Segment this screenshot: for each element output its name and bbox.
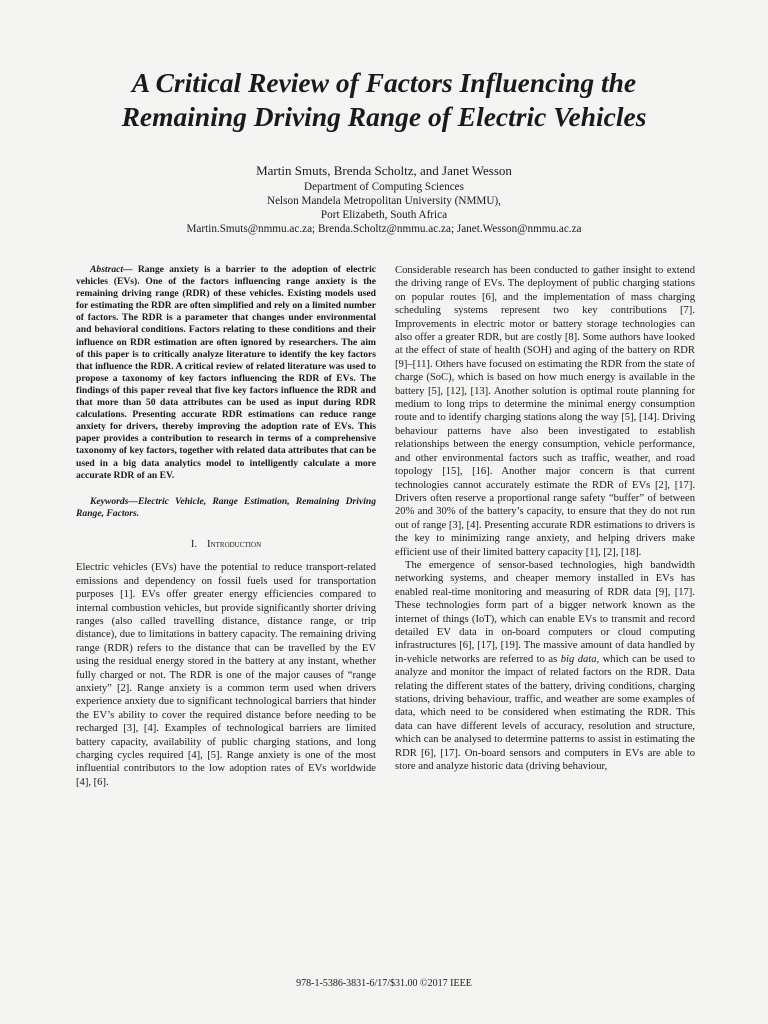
body-paragraph-2-end: , which can be used to analyze and monitor the impact of related factors on the RDR. Data relating the different states of the battery, driving conditions, charging stations, driving behaviour, traffic, and weather are some examples of data, which need to be considered when estimating the RDR. This data can have different levels of accuracy, resolution and structure, which can be analysed to determine patterns to assist in estimating the RDR [6], [17]. On-board sensors and computers in EVs are able to store and analyze historic data (driving behaviour,	[395, 653, 695, 773]
body-paragraph-1: Considerable research has been conducted to gather insight to extend the driving range of EVs. The deployment of public charging stations on popular routes [6], and the implementation of mass charging scheduling systems represent two key contributions [7]. Improvements in electric motor or battery storage technologies can also offer a greater RDR, but are costly [8]. Some authors have looked at the effect of state of health (SOH) and aging of the battery on RDR [9]–[11]. Others have focused on estimating the RDR from the state of charge (SoC), which is based on how much energy is available in the battery [5], [12], [13]. Another solution is optimal route planning for medium to long trips to determine the minimal energy consumption route and to identify charging stations along the way [5], [14]. Driving behaviour patterns have also been investigated to establish relationships between the energy consumption, vehicle performance, and other environmental factors such as traffic, weather, and road topology [15], [16]. Another major concern is that current technologies cannot accurately estimate the RDR of EVs [2], [17]. Drivers often reserve a proportional range safety “buffer” of between 20% and 30% of the battery’s capacity, to ensure that they do not run out of range [3], [4]. Presenting accurate RDR estimations to drivers is the key to minimizing range anxiety, and helping drivers make efficient use of their limited battery capacity [1], [2], [18].	[395, 265, 695, 558]
affiliation-department: Department of Computing Sciences	[303, 181, 464, 193]
abstract-label: Abstract—	[90, 264, 133, 275]
title-line-1: A Critical Review of Factors Influencing the	[131, 67, 637, 98]
author-list: Martin Smuts, Brenda Scholtz, and Janet Wesson	[256, 163, 512, 178]
body-paragraph-2	[395, 559, 695, 774]
body-paragraph-2-start: The emergence of sensor-based technologies, high bandwidth networking systems, and cheaper memory installed in EVs has enabled real-time monitoring and measuring of RDR data [9], [17]. These technologies form part of a bigger network known as the internet of things (IoT), which can enable EVs to transmit and record detailed EV data in on-board computers or cloud computing infrastructures [6], [17], [19]. The massive amount of data handled by in-vehicle networks are referred to as	[395, 559, 695, 665]
copyright-footer: 978-1-5386-3831-6/17/$31.00 ©2017 IEEE	[296, 978, 472, 989]
section-title: Introduction	[207, 538, 262, 550]
affiliation-university: Nelson Mandela Metropolitan University (NMMU),	[267, 195, 501, 207]
affiliation-city: Port Elizabeth, South Africa	[320, 209, 448, 221]
paper-title	[40, 66, 728, 134]
author-emails: Martin.Smuts@nmmu.ac.za; Brenda.Scholtz@nmmu.ac.za; Janet.Wesson@nmmu.ac.za	[186, 223, 582, 235]
keywords: Keywords—Electric Vehicle, Range Estimation, Remaining Driving Range, Factors.	[76, 495, 376, 519]
abstract	[76, 264, 376, 482]
introduction-paragraph: Electric vehicles (EVs) have the potential to reduce transport-related emissions and dependency on fossil fuels used for transportation purposes [1]. EVs offer greater energy efficiencies compared to internal combustion vehicles, but provide significantly shorter driving ranges (also called travelling distance, distance range, or trip distance), due to limitations in battery capacity. The remaining driving range (RDR) refers to the distance that can be travelled by the EV using the residual energy stored in the battery at any instant, whether fully charged or not. The RDR is one of the major causes of “range anxiety” [2]. Range anxiety is a common term used when drivers experience anxiety due to significant technological barriers that hinder the EV’s ability to cover the required distance before needing to be recharged [3], [4]. Examples of technological barriers are limited battery capacity, availability of public charging stations, and long charging cycles required [4], [5]. Range anxiety is one of the most influential contributors to the low adoption rates of EVs worldwide [4], [6].	[76, 562, 376, 788]
right-column	[395, 264, 695, 773]
big-data-term: big data	[560, 653, 597, 665]
abstract-text: Range anxiety is a barrier to the adoption of electric vehicles (EVs). One of the factors influencing range anxiety is the remaining driving range (RDR) of these vehicles. Existing models used for estimating the RDR are often simplified and rely on a limited number of factors. The RDR is a parameter that changes under environmental and behavioral conditions. Factors relating to these conditions and their influence on RDR estimation are often ignored by researchers. The aim of this paper is to critically analyze literature to identify the key factors that influence the RDR. A critical review of related literature was used to propose a taxonomy of key factors influencing the RDR of EVs. The findings of this paper reveal that five key factors influence the RDR and that more than 50 data attributes can be used as input during RDR calculations. Presenting accurate RDR estimations can reduce range anxiety for drivers, thereby improving the adoption rate of EVs. This paper provides a contribution to research in terms of a comprehensive taxonomy of key factors, together with related data attributes that can be used in a big data analytics model to intelligently calculate a more accurate RDR of an EV.	[76, 264, 376, 481]
left-column	[76, 264, 376, 789]
title-line-2: Remaining Driving Range of Electric Vehicles	[121, 101, 647, 132]
section-number: I.	[190, 538, 198, 550]
affiliation-block	[40, 180, 728, 236]
section-heading-introduction	[76, 538, 376, 551]
